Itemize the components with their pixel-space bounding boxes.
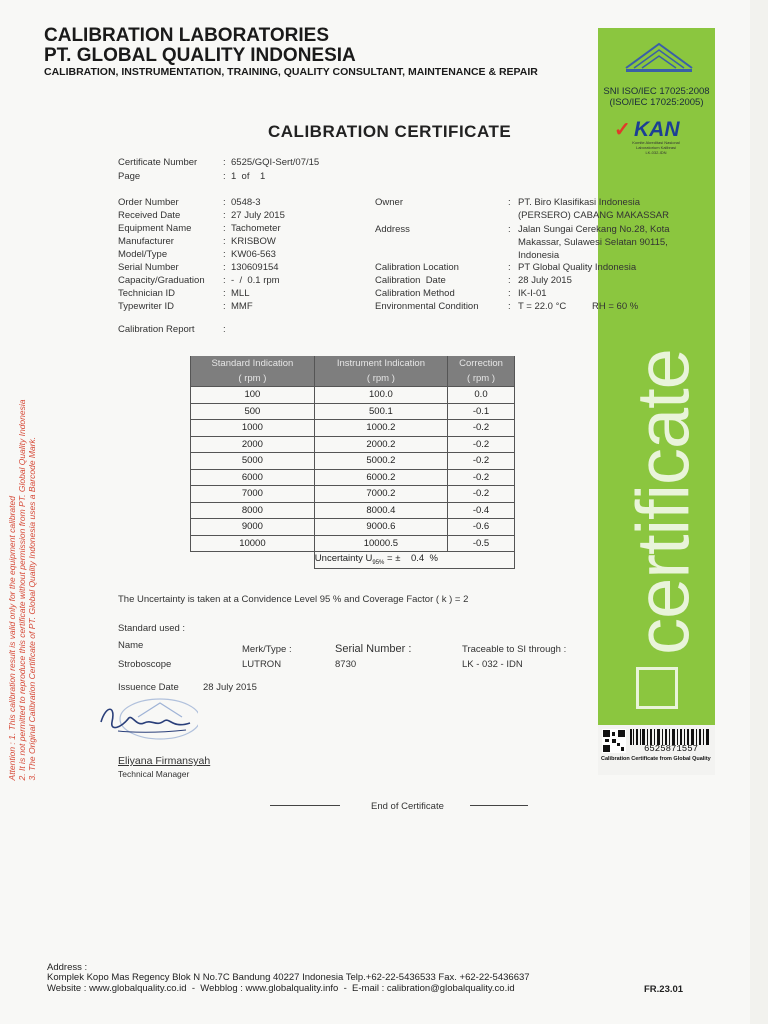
column-header: Instrument Indication	[314, 356, 447, 371]
company-name: PT. GLOBAL QUALITY INDONESIA	[44, 45, 356, 66]
uncertainty-note: The Uncertainty is taken at a Convidence Level 95 % and Coverage Factor ( k ) = 2	[118, 594, 469, 605]
table-cell: 2000.2	[314, 436, 447, 453]
band-certificate-word: certificate	[621, 349, 705, 655]
uncertainty-value: = ± 0.4 %	[387, 553, 438, 565]
address-colon: :	[508, 224, 511, 235]
column-header: Standard Indication	[191, 356, 315, 371]
attention-line-3: 3. The Original Calibration Certificate of PT. Global Quality Indonesia uses a Barcode Mark.	[27, 436, 37, 781]
table-cell: 6000	[191, 469, 315, 486]
owner-colon: :	[508, 197, 511, 208]
calibration-report-label: Calibration Report	[118, 324, 195, 335]
uncertainty-label: Uncertainty U	[314, 553, 373, 565]
table-cell: 5000	[191, 453, 315, 470]
field-value: MLL	[231, 288, 250, 299]
column-unit: ( rpm )	[448, 371, 515, 387]
owner-line-1: PT. Biro Klasifikasi Indonesia	[518, 197, 640, 208]
table-row	[191, 453, 515, 470]
table-cell: -0.2	[448, 453, 515, 470]
table-cell: -0.2	[448, 420, 515, 437]
field-colon: :	[508, 301, 511, 312]
field-value: KW06-563	[231, 249, 276, 260]
lab-name: CALIBRATION LABORATORIES	[44, 25, 329, 46]
kan-caption	[606, 140, 706, 155]
page-title: CALIBRATION CERTIFICATE	[268, 122, 512, 141]
calibration-location-value: PT Global Quality Indonesia	[518, 262, 637, 273]
table-row	[191, 486, 515, 503]
signatory-name: Eliyana Firmansyah	[118, 755, 211, 767]
standard-merk-value: LUTRON	[242, 659, 282, 670]
field-label: Capacity/Graduation	[118, 275, 205, 286]
column-unit: ( rpm )	[191, 371, 315, 387]
field-colon: :	[223, 236, 226, 247]
end-line-left	[270, 805, 340, 806]
table-cell: 6000.2	[314, 469, 447, 486]
field-value: - / 0.1 rpm	[231, 275, 280, 286]
owner-line-2: (PERSERO) CABANG MAKASSAR	[518, 210, 669, 221]
field-colon: :	[223, 197, 226, 208]
column-header: Correction	[448, 356, 515, 371]
table-cell: 9000.6	[314, 519, 447, 536]
address-label: Address	[375, 224, 410, 235]
table-cell: -0.5	[448, 535, 515, 552]
attention-line-2: 2. It is not permitted to reproduce this certificate without permission from PT. Global Quality Indonesia	[17, 399, 27, 781]
table-row	[191, 420, 515, 437]
field-label: Equipment Name	[118, 223, 192, 234]
field-value: MMF	[231, 301, 253, 312]
field-colon: :	[223, 223, 226, 234]
certificate-number-value: 6525/GQI-Sert/07/15	[231, 157, 320, 168]
calibration-location-label: Calibration Location	[375, 262, 459, 273]
issuance-date: 28 July 2015	[203, 682, 257, 693]
field-label: Model/Type	[118, 249, 168, 260]
table-cell: 100	[191, 387, 315, 404]
kan-logo: KAN	[634, 118, 680, 141]
iso-line-2: (ISO/IEC 17025:2005)	[609, 97, 704, 108]
standard-serial-label: Serial Number :	[335, 643, 412, 655]
field-label: Technician ID	[118, 288, 176, 299]
owner-label: Owner	[375, 197, 403, 208]
table-row	[191, 502, 515, 519]
check-box-icon	[636, 667, 678, 709]
standard-serial-value: 8730	[335, 659, 357, 670]
signatory-role: Technical Manager	[118, 769, 190, 779]
address-line-2: Makassar, Sulawesi Selatan 90115,	[518, 237, 668, 248]
form-code: FR.23.01	[644, 984, 684, 995]
field-label: Typewriter ID	[118, 301, 174, 312]
page-value: 1 of 1	[231, 171, 266, 182]
field-colon: :	[223, 210, 226, 221]
humidity-value: RH = 60 %	[592, 301, 639, 312]
table-cell: -0.6	[448, 519, 515, 536]
barcode-number: 6525871557	[644, 744, 699, 754]
iso-standard-text	[600, 86, 713, 108]
table-cell: -0.4	[448, 502, 515, 519]
table-cell: -0.2	[448, 436, 515, 453]
qr-code-icon	[602, 729, 626, 753]
field-label: Manufacturer	[118, 236, 174, 247]
calibration-method-label: Calibration Method	[375, 288, 455, 299]
kan-caption-2: Laboratorium Kalibrasi	[635, 145, 677, 150]
field-colon: :	[508, 262, 511, 273]
field-colon: :	[223, 301, 226, 312]
table-row	[191, 519, 515, 536]
attention-note	[7, 400, 37, 781]
column-unit: ( rpm )	[314, 371, 447, 387]
attention-line-1: Attention : 1. This calibration result is valid only for the equipment calibrated	[7, 496, 17, 781]
signature-stamp-icon	[98, 697, 198, 747]
address-line-1: Jalan Sungai Cerekang No.28, Kota	[518, 224, 670, 235]
table-cell: 5000.2	[314, 453, 447, 470]
end-line-right	[470, 805, 528, 806]
table-cell: 8000	[191, 502, 315, 519]
temperature-value: T = 22.0 °C	[518, 301, 567, 312]
iso-line-1: SNI ISO/IEC 17025:2008	[603, 86, 710, 97]
table-cell: 1000.2	[314, 420, 447, 437]
address-line-3: Indonesia	[518, 250, 560, 261]
standard-name-value: Stroboscope	[118, 659, 172, 670]
kan-caption-3: LK-032-IDN	[645, 150, 667, 155]
uncertainty-subscript: 95%	[372, 560, 385, 567]
table-row	[191, 469, 515, 486]
field-value: Tachometer	[231, 223, 281, 234]
table-cell: 7000.2	[314, 486, 447, 503]
calibration-table	[190, 356, 515, 569]
table-cell: 500	[191, 403, 315, 420]
field-colon: :	[223, 249, 226, 260]
table-cell: 7000	[191, 486, 315, 503]
page-colon: :	[223, 171, 226, 182]
end-of-certificate: End of Certificate	[371, 801, 444, 812]
field-colon: :	[508, 275, 511, 286]
barcode-area	[598, 725, 715, 775]
standard-trace-label: Traceable to SI through :	[462, 644, 567, 655]
field-value: KRISBOW	[231, 236, 276, 247]
footer-web: Website : www.globalquality.co.id - Webblog : www.globalquality.info - E-mail : calibration@globalquality.co.id	[47, 983, 515, 994]
table-cell: 1000	[191, 420, 315, 437]
field-label: Received Date	[118, 210, 181, 221]
field-value: 27 July 2015	[231, 210, 285, 221]
page-label: Page	[118, 171, 141, 182]
kan-caption-1: Komite Akreditasi Nasional	[632, 140, 680, 145]
barcode-caption: Calibration Certificate from Global Quality	[601, 756, 711, 762]
table-cell: 8000.4	[314, 502, 447, 519]
table-row	[191, 387, 515, 404]
services-line: CALIBRATION, INSTRUMENTATION, TRAINING, QUALITY CONSULTANT, MAINTENANCE & REPAIR	[44, 66, 538, 78]
table-cell: -0.1	[448, 403, 515, 420]
environmental-condition-label: Environmental Condition	[375, 301, 479, 312]
standard-name-label: Name	[118, 640, 144, 651]
table-row	[191, 436, 515, 453]
accreditation-logo-icon	[620, 38, 698, 78]
certificate-number-label: Certificate Number	[118, 157, 198, 168]
uncertainty-row	[191, 552, 515, 569]
field-label: Serial Number	[118, 262, 179, 273]
field-colon: :	[223, 288, 226, 299]
table-cell: 9000	[191, 519, 315, 536]
field-colon: :	[508, 288, 511, 299]
table-cell: 100.0	[314, 387, 447, 404]
field-colon: :	[223, 275, 226, 286]
field-colon: :	[223, 262, 226, 273]
footer-address-label: Address :	[47, 962, 88, 973]
table-cell: -0.2	[448, 469, 515, 486]
certificate-number-colon: :	[223, 157, 226, 168]
calibration-report-colon: :	[223, 324, 226, 335]
barcode-icon	[630, 729, 710, 745]
table-cell: 10000	[191, 535, 315, 552]
kan-check-icon: ✓	[614, 119, 631, 141]
table-row	[191, 535, 515, 552]
table-cell: 500.1	[314, 403, 447, 420]
standard-used-label: Standard used :	[118, 623, 186, 634]
standard-trace-value: LK - 032 - IDN	[462, 659, 523, 670]
calibration-date-label: Calibration Date	[375, 275, 446, 286]
standard-merk-label: Merk/Type :	[242, 644, 292, 655]
table-cell: -0.2	[448, 486, 515, 503]
calibration-method-value: IK-I-01	[518, 288, 547, 299]
field-value: 0548-3	[231, 197, 261, 208]
calibration-date-value: 28 July 2015	[518, 275, 572, 286]
footer-address: Komplek Kopo Mas Regency Blok N No.7C Bandung 40227 Indonesia Telp.+62-22-5436533 Fax. +62-22-5436637	[47, 972, 530, 983]
table-cell: 0.0	[448, 387, 515, 404]
table-cell: 10000.5	[314, 535, 447, 552]
table-row	[191, 403, 515, 420]
field-value: 130609154	[231, 262, 279, 273]
issuance-label: Issuence Date	[118, 682, 179, 693]
field-label: Order Number	[118, 197, 179, 208]
table-cell: 2000	[191, 436, 315, 453]
